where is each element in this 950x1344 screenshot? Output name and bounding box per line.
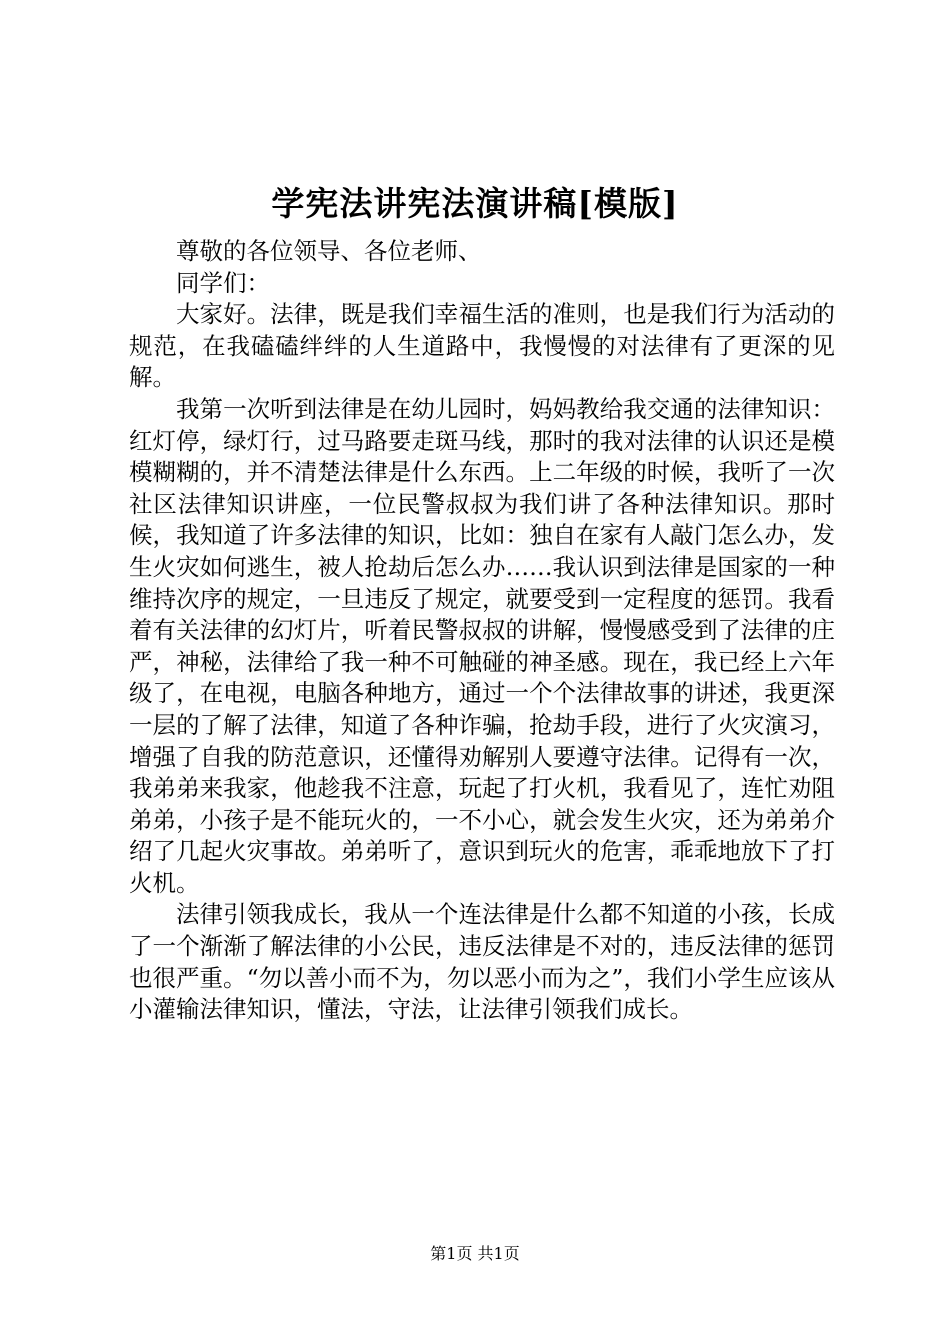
document-title: 学宪法讲宪法演讲稿[模版] xyxy=(271,184,679,223)
paragraph-conclusion: 法律引领我成长，我从一个连法律是什么都不知道的小孩，长成了一个渐渐了解法律的小公民，违反法律是不对的，违反法律的惩罚也很严重。“勿以善小而不为，勿以恶小而为之”，我们小学生应该从小灌输法律知识，懂法，守法，让法律引领我们成长。 xyxy=(129,900,835,1024)
paragraph-intro: 大家好。法律，既是我们幸福生活的准则，也是我们行为活动的规范，在我磕磕绊绊的人生道路中，我慢慢的对法律有了更深的见解。 xyxy=(129,300,835,392)
page-footer: 第1页 共1页 xyxy=(430,1244,520,1263)
document-body xyxy=(129,236,835,1026)
salutation-line-2: 同学们： xyxy=(176,268,270,297)
paragraph-story: 我第一次听到法律是在幼儿园时，妈妈教给我交通的法律知识：红灯停，绿灯行，过马路要走斑马线，那时的我对法律的认识还是模模糊糊的，并不清楚法律是什么东西。上二年级的时候，我听了一次社区法律知识讲座，一位民警叔叔为我们讲了各种法律知识。那时候，我知道了许多法律的知识，比如：独自在家有人敲门怎么办，发生火灾如何逃生，被人抢劫后怎么办……我认识到法律是国家的一种维持次序的规定，一旦违反了规定，就要受到一定程度的惩罚。我看着有关法律的幻灯片，听着民警叔叔的讲解，慢慢感受到了法律的庄严，神秘，法律给了我一种不可触碰的神圣感。现在，我已经上六年级了，在电视，电脑各种地方，通过一个个法律故事的讲述，我更深一层的了解了法律，知道了各种诈骗，抢劫手段，进行了火灾演习，增强了自我的防范意识，还懂得劝解别人要遵守法律。记得有一次，我弟弟来我家，他趁我不注意，玩起了打火机，我看见了，连忙劝阻弟弟，小孩子是不能玩火的，一不小心，就会发生火灾，还为弟弟介绍了几起火灾事故。弟弟听了，意识到玩火的危害，乖乖地放下了打火机。 xyxy=(129,394,835,897)
salutation-line-1: 尊敬的各位领导、各位老师、 xyxy=(176,237,482,265)
